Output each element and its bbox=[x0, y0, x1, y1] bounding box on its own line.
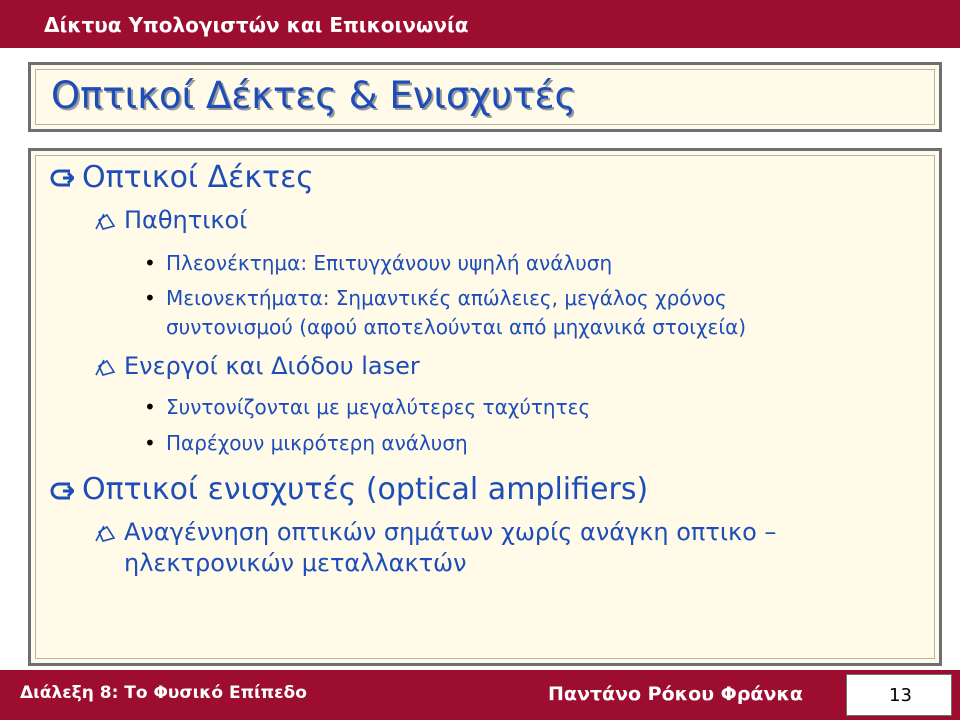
amplifier-line-2: ηλεκτρονικών μεταλλακτών bbox=[124, 549, 467, 577]
passive-disadvantage-line1: Μειονεκτήματα: Σημαντικές απώλειες, μεγάλος χρόνος bbox=[166, 286, 727, 310]
bullet-char: • bbox=[144, 395, 156, 419]
active-bullet-1: Συντονίζονται με μεγαλύτερες ταχύτητες bbox=[166, 395, 591, 419]
active-bullet-2: Παρέχουν μικρότερη ανάλυση bbox=[166, 431, 468, 455]
section1-heading: Οπτικοί Δέκτες bbox=[82, 160, 314, 195]
bullet-char: • bbox=[144, 431, 156, 455]
page-number: 13 bbox=[889, 685, 912, 706]
bullet-char: • bbox=[144, 251, 156, 275]
page-number-box bbox=[846, 674, 952, 716]
section2-heading: Οπτικοί ενισχυτές (optical amplifiers) bbox=[82, 472, 649, 507]
course-title: Δίκτυα Υπολογιστών και Επικοινωνία bbox=[44, 13, 469, 37]
authors: Παντάνο Ρόκου Φράνκα bbox=[548, 683, 803, 705]
header-bar bbox=[0, 0, 960, 48]
level1-arrow-icon bbox=[48, 166, 74, 194]
level2-writing-hand-icon bbox=[94, 523, 116, 547]
level2-writing-hand-icon bbox=[94, 357, 116, 381]
footer-bar bbox=[0, 670, 960, 720]
bullet-char: • bbox=[144, 286, 156, 310]
slide-title: Οπτικοί Δέκτες & Ενισχυτές bbox=[51, 74, 577, 117]
level1-arrow-icon bbox=[48, 479, 74, 507]
level2-writing-hand-icon bbox=[94, 211, 116, 235]
amplifier-line-1: Αναγέννηση οπτικών σημάτων χωρίς ανάγκη οπτικο – bbox=[124, 518, 777, 546]
passive-heading: Παθητικοί bbox=[124, 206, 248, 234]
title-panel bbox=[28, 62, 942, 132]
active-heading: Ενεργοί και Διόδου laser bbox=[124, 352, 420, 380]
passive-advantage: Πλεονέκτημα: Επιτυγχάνουν υψηλή ανάλυση bbox=[166, 251, 613, 275]
lecture-title: Διάλεξη 8: Το Φυσικό Επίπεδο bbox=[20, 683, 307, 703]
passive-disadvantage-line2: συντονισμού (αφού αποτελούνται από μηχανικά στοιχεία) bbox=[166, 315, 747, 339]
